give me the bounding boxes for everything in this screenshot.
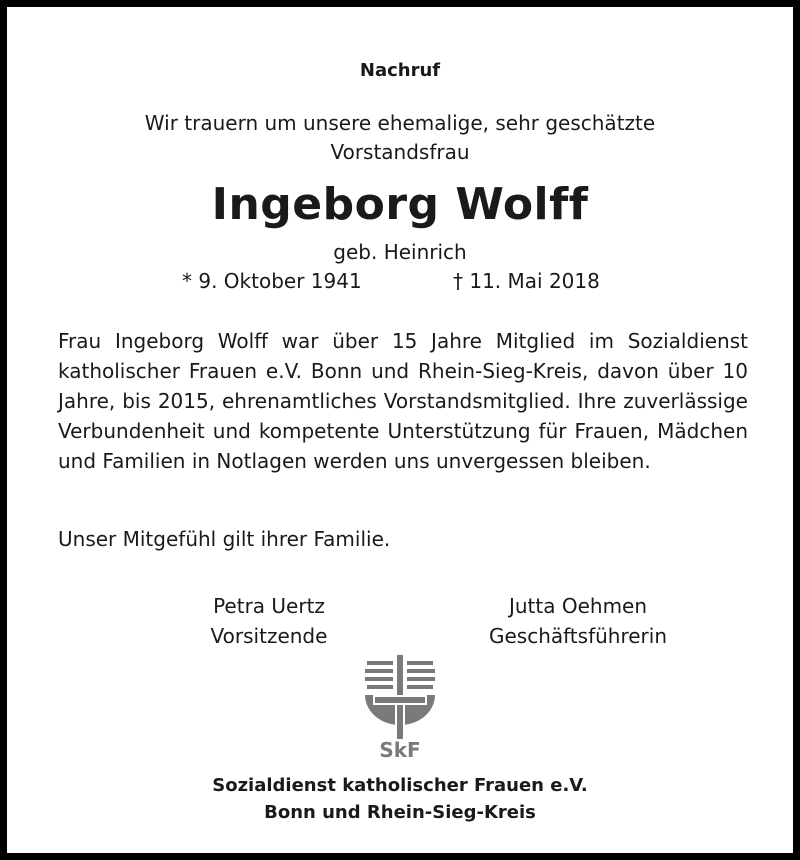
- obituary-body: Frau Ingeborg Wolff war über 15 Jahre Mitglied im Sozialdienst katholischer Frauen e.V. Bonn und Rhein-Sieg-Kreis, davon über 10 Jahre, bis 2015, ehrenamtliches Vorstandsmitglied. Ihre zuverlässige Verbundenheit und kompetente Unterstützung für Frauen, Mädchen und Familien in Notlagen werden uns unvergessen bleiben.: [58, 329, 748, 473]
- signatory-left: [179, 591, 359, 651]
- signatory-name: Jutta Oehmen: [508, 594, 648, 618]
- organization-line-2: Bonn und Rhein-Sieg-Kreis: [264, 802, 536, 823]
- maiden-name: geb. Heinrich: [333, 240, 467, 264]
- intro-line-1: Wir trauern um unsere ehemalige, sehr geschätzte: [144, 111, 656, 135]
- signatory-role: Vorsitzende: [210, 624, 328, 648]
- intro-text: [7, 109, 793, 167]
- signatory-right: [463, 591, 693, 651]
- logo-text: SkF: [379, 738, 421, 761]
- notice-heading: Nachruf: [359, 60, 441, 81]
- organization-line-1: Sozialdienst katholischer Frauen e.V.: [212, 775, 588, 796]
- death-date: † 11. Mai 2018: [453, 269, 600, 293]
- deceased-name: Ingeborg Wolff: [211, 179, 589, 230]
- skf-logo: [361, 651, 441, 761]
- intro-line-2: Vorstandsfrau: [330, 140, 470, 164]
- organization-name: [7, 772, 793, 826]
- condolence-text: Unser Mitgefühl gilt ihrer Familie.: [58, 527, 391, 551]
- signatory-role: Geschäftsführerin: [488, 624, 668, 648]
- signatory-name: Petra Uertz: [213, 594, 325, 618]
- birth-date: * 9. Oktober 1941: [182, 269, 362, 293]
